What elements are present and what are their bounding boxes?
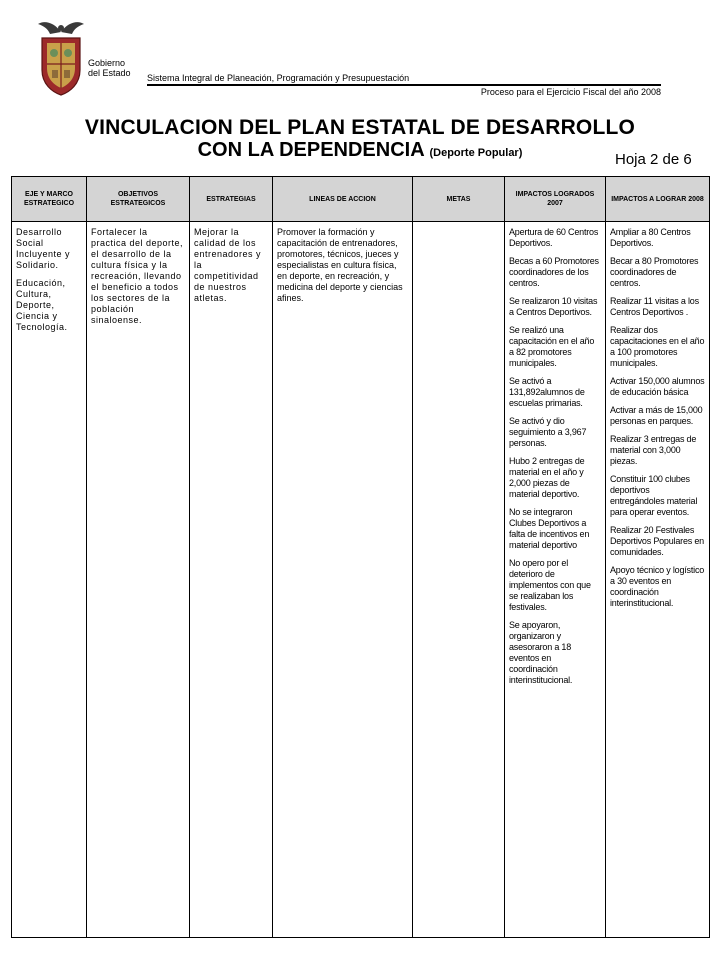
cell-paragraph: Apertura de 60 Centros Deportivos. (509, 227, 599, 248)
cell-paragraph: Desarrollo Social Incluyente y Solidario. (16, 227, 71, 270)
cell-paragraph: Constituir 100 clubes deportivos entregándoles material para operar eventos. (610, 474, 698, 517)
cell-estrategias (190, 222, 273, 938)
document-title-dependency: CON LA DEPENDENCIA (197, 139, 424, 161)
cell-metas (413, 222, 505, 938)
cell-paragraph: Educación, Cultura, Deporte, Ciencia y Tecnología. (16, 278, 68, 332)
document-title-line-2 (140, 139, 580, 162)
cell-paragraph: No opero por el deterioro de implementos con que se realizaban los festivales. (509, 558, 591, 612)
header-objetivos: OBJETIVOS ESTRATEGICOS (87, 177, 190, 222)
sheet-number: Hoja 2 de 6 (615, 151, 692, 168)
document-title-line-1: VINCULACION DEL PLAN ESTATAL DE DESARROLLO (84, 116, 636, 139)
cell-paragraph: Ampliar a 80 Centros Deportivos. (610, 227, 691, 248)
cell-paragraph: Se activó a 131,892alumnos de escuelas primarias. (509, 376, 585, 408)
cell-paragraph: Se realizó una capacitación en el año a 82 promotores municipales. (509, 325, 595, 368)
header-eje: EJE Y MARCO ESTRATEGICO (12, 177, 87, 222)
cell-lineas (273, 222, 413, 938)
government-line-2: del Estado (88, 68, 131, 78)
header-lineas: LINEAS DE ACCION (273, 177, 413, 222)
cell-paragraph: Promover la formación y capacitación de entrenadores, promotores, técnicos, jueces y especialistas en cultura física, en deporte, en recreación, y medicina del deporte y ciencias afines. (277, 227, 403, 303)
cell-eje (12, 222, 87, 938)
cell-paragraph: Realizar 20 Festivales Deportivos Populares en comunidades. (610, 525, 704, 557)
table-row (12, 222, 710, 938)
cell-paragraph: Hubo 2 entregas de material en el año y 2,000 piezas de material deportivo. (509, 456, 585, 499)
cell-paragraph: Apoyo técnico y logístico a 30 eventos en coordinación interinstitucional. (610, 565, 705, 608)
table-header-row (12, 177, 710, 222)
cell-paragraph: Realizar 11 visitas a los Centros Deportivos . (610, 296, 699, 317)
cell-paragraph: Se realizaron 10 visitas a Centros Deportivos. (509, 296, 598, 317)
cell-paragraph: Fortalecer la practica del deporte, el desarrollo de la cultura física y la recreación, llevando el beneficio a todos los sectores de la población sinaloense. (91, 227, 184, 325)
cell-paragraph: Se activó y dio seguimiento a 3,967 personas. (509, 416, 587, 448)
cell-objetivos (87, 222, 190, 938)
cell-paragraph: Activar a más de 15,000 personas en parques. (610, 405, 703, 426)
header-estrategias: ESTRATEGIAS (190, 177, 273, 222)
cell-paragraph: Realizar dos capacitaciones en el año a 100 promotores municipales. (610, 325, 705, 368)
header-metas: METAS (413, 177, 505, 222)
cell-paragraph: Becar a 80 Promotores coordinadores de centros. (610, 256, 699, 288)
cell-impactos-lograr (606, 222, 710, 938)
system-name: Sistema Integral de Planeación, Programación y Presupuestación (147, 73, 410, 83)
cell-paragraph: Mejorar la calidad de los entrenadores y la competitividad de nuestros atletas. (194, 227, 262, 303)
document-subtitle: (Deporte Popular) (429, 147, 523, 159)
header-impactos-logrados: IMPACTOS LOGRADOS 2007 (505, 177, 606, 222)
cell-impactos-logrados (505, 222, 606, 938)
cell-paragraph: No se integraron Clubes Deportivos a falta de incentivos en material deportivo (509, 507, 590, 550)
cell-paragraph: Realizar 3 entregas de material con 3,000 piezas. (610, 434, 697, 466)
cell-paragraph: Se apoyaron, organizaron y asesoraron a 18 eventos en coordinación interinstitucional. (509, 620, 573, 685)
cell-paragraph: Becas a 60 Promotores coordinadores de los centros. (509, 256, 599, 288)
header-divider (147, 84, 661, 86)
cell-paragraph: Activar 150,000 alumnos de educación básica (610, 376, 705, 397)
plan-linkage-table (11, 176, 710, 938)
fiscal-process-label: Proceso para el Ejercicio Fiscal del año 2008 (480, 87, 661, 97)
header-impactos-lograr: IMPACTOS A LOGRAR 2008 (606, 177, 710, 222)
state-seal-logo (36, 18, 86, 96)
government-label (88, 58, 131, 78)
government-line-1: Gobierno (88, 58, 126, 68)
